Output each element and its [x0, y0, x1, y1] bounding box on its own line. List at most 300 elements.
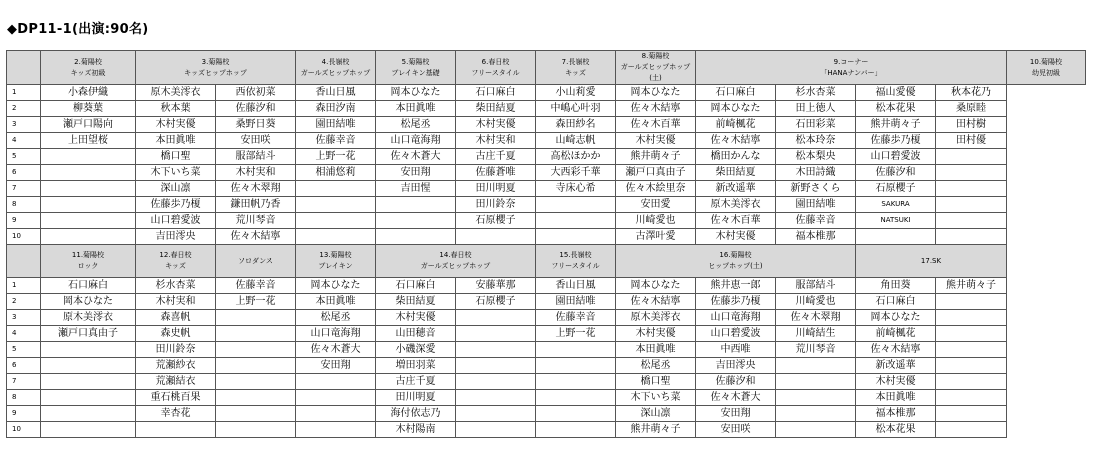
group-header: 14.春日校 ガールズヒップホップ [376, 245, 536, 278]
member-cell [936, 149, 1007, 165]
member-cell: 木下いち菜 [616, 390, 696, 406]
member-cell: 森田汐南 [296, 101, 376, 117]
block1-header-row [7, 51, 1086, 85]
table-row [7, 117, 1086, 133]
member-cell: 熊井萌々子 [616, 149, 696, 165]
member-cell [536, 213, 616, 229]
row-number: 4 [7, 326, 41, 342]
member-cell [936, 326, 1007, 342]
member-cell: 木村実優 [616, 326, 696, 342]
table-row [7, 342, 1086, 358]
member-cell: 石原櫻子 [856, 181, 936, 197]
member-cell: 安田翔 [296, 358, 376, 374]
member-cell: 岡本ひなた [616, 278, 696, 294]
member-cell: 吉田澪央 [696, 358, 776, 374]
member-cell: 中西唯 [696, 342, 776, 358]
member-cell: 佐藤幸音 [216, 278, 296, 294]
member-cell: 福本椎那 [856, 406, 936, 422]
member-cell: 佐藤汐和 [216, 101, 296, 117]
member-cell: 小森伊織 [41, 85, 136, 101]
member-cell: 安田咲 [696, 422, 776, 438]
member-cell: 川崎愛也 [776, 294, 856, 310]
member-cell: 木村実優 [616, 133, 696, 149]
member-cell: 佐々木結寧 [696, 133, 776, 149]
member-cell: 橋口聖 [616, 374, 696, 390]
row-number: 10 [7, 422, 41, 438]
member-cell [536, 422, 616, 438]
member-cell [136, 422, 216, 438]
member-cell: 佐藤汐和 [696, 374, 776, 390]
member-cell: 中嶋心叶羽 [536, 101, 616, 117]
member-cell [936, 165, 1007, 181]
member-cell: 田上徳人 [776, 101, 856, 117]
member-cell [776, 406, 856, 422]
member-cell: 高松ほかか [536, 149, 616, 165]
member-cell [936, 342, 1007, 358]
row-number: 7 [7, 374, 41, 390]
member-cell: 石原櫻子 [456, 294, 536, 310]
member-cell: 桑原睦 [936, 101, 1007, 117]
member-cell [456, 406, 536, 422]
member-cell: 瀬戸口真由子 [616, 165, 696, 181]
member-cell: 田川明夏 [456, 181, 536, 197]
table-row [7, 294, 1086, 310]
member-cell: 橋田かんな [696, 149, 776, 165]
member-cell [936, 197, 1007, 213]
row-number: 5 [7, 342, 41, 358]
member-cell: 杉水杏菜 [776, 85, 856, 101]
member-cell: 吉田澪央 [136, 229, 216, 245]
member-cell: 本田眞唯 [616, 342, 696, 358]
member-cell [41, 229, 136, 245]
member-cell: 荒瀬紗衣 [136, 358, 216, 374]
member-cell: 古庄千夏 [456, 149, 536, 165]
member-cell [41, 358, 136, 374]
row-number: 10 [7, 229, 41, 245]
member-cell: 福山愛優 [856, 85, 936, 101]
member-cell: 熊井萌々子 [936, 278, 1007, 294]
member-cell [776, 374, 856, 390]
member-cell: 木村実優 [696, 229, 776, 245]
member-cell [536, 197, 616, 213]
member-cell: 上野一花 [536, 326, 616, 342]
member-cell: 山口竜海翔 [376, 133, 456, 149]
member-cell: 佐々木結寧 [616, 101, 696, 117]
row-number: 6 [7, 358, 41, 374]
row-number: 6 [7, 165, 41, 181]
member-cell: 佐々木翠翔 [216, 181, 296, 197]
member-cell: 瀬戸口陽向 [41, 117, 136, 133]
member-cell: 古澤叶愛 [616, 229, 696, 245]
member-cell: 松尾丞 [376, 117, 456, 133]
group-header: 16.菊陽校 ヒップホップ(土) [616, 245, 856, 278]
row-number: 3 [7, 310, 41, 326]
member-cell [296, 406, 376, 422]
row-number: 9 [7, 406, 41, 422]
member-cell: 松本玲奈 [776, 133, 856, 149]
member-cell: 相浦悠莉 [296, 165, 376, 181]
row-number: 5 [7, 149, 41, 165]
member-cell: 園田結唯 [296, 117, 376, 133]
member-cell: 寺床心希 [536, 181, 616, 197]
member-cell: 田川鈴奈 [456, 197, 536, 213]
member-cell: 石口麻白 [856, 294, 936, 310]
member-cell [296, 213, 376, 229]
member-cell: 岡本ひなた [856, 310, 936, 326]
member-cell: 柴田結夏 [696, 165, 776, 181]
member-cell: 柳葵葉 [41, 101, 136, 117]
member-cell [296, 390, 376, 406]
table-row [7, 310, 1086, 326]
member-cell: 原木美澪衣 [696, 197, 776, 213]
member-cell: 鎌田帆乃香 [216, 197, 296, 213]
member-cell [456, 310, 536, 326]
member-cell: 松本花果 [856, 422, 936, 438]
member-cell: 木村実優 [856, 374, 936, 390]
member-cell [376, 213, 456, 229]
member-cell: 佐藤幸音 [536, 310, 616, 326]
member-cell [536, 358, 616, 374]
member-cell: 新改遥華 [696, 181, 776, 197]
member-cell: 田村優 [936, 133, 1007, 149]
member-cell: 前崎楓花 [696, 117, 776, 133]
row-number: 8 [7, 390, 41, 406]
table-row [7, 213, 1086, 229]
member-cell: NATSUKI [856, 213, 936, 229]
member-cell: 荒川琴音 [776, 342, 856, 358]
member-cell: 佐々木蒼大 [696, 390, 776, 406]
member-cell: 佐々木結寧 [216, 229, 296, 245]
member-cell [856, 229, 936, 245]
member-cell: 柴田結夏 [376, 294, 456, 310]
table-row [7, 406, 1086, 422]
member-cell [936, 310, 1007, 326]
member-cell: 大西彩千華 [536, 165, 616, 181]
member-cell: 田村樹 [936, 117, 1007, 133]
member-cell: 本田眞唯 [136, 133, 216, 149]
header-corner-cell [7, 51, 41, 85]
member-cell: 安田愛 [616, 197, 696, 213]
member-cell: 荒川琴音 [216, 213, 296, 229]
table-row [7, 358, 1086, 374]
group-header: 5.菊陽校 ブレイキン基礎 [376, 51, 456, 85]
member-cell: 安田翔 [696, 406, 776, 422]
member-cell: SAKURA [856, 197, 936, 213]
member-cell: 柴田結夏 [456, 101, 536, 117]
row-number: 1 [7, 278, 41, 294]
member-cell [776, 390, 856, 406]
member-cell [376, 197, 456, 213]
member-cell: 服部結斗 [776, 278, 856, 294]
member-cell: 岡本ひなた [696, 101, 776, 117]
member-cell [216, 422, 296, 438]
member-cell: 岡本ひなた [376, 85, 456, 101]
member-cell: 佐藤幸音 [296, 133, 376, 149]
member-cell [456, 229, 536, 245]
member-cell [776, 358, 856, 374]
member-cell [41, 181, 136, 197]
member-cell: 木村実優 [136, 117, 216, 133]
member-cell: 田川鈴奈 [136, 342, 216, 358]
member-cell [936, 213, 1007, 229]
member-cell [41, 422, 136, 438]
member-cell [936, 229, 1007, 245]
group-header: 3.菊陽校 キッズヒップホップ [136, 51, 296, 85]
row-number: 9 [7, 213, 41, 229]
member-cell: 香山日風 [536, 278, 616, 294]
group-header: 2.菊陽校 キッズ初級 [41, 51, 136, 85]
member-cell: 本田眞唯 [376, 101, 456, 117]
member-cell: 本田眞唯 [296, 294, 376, 310]
member-cell: 佐藤歩乃榎 [856, 133, 936, 149]
member-cell: 松本梨央 [776, 149, 856, 165]
row-number: 4 [7, 133, 41, 149]
member-cell [216, 326, 296, 342]
table-row [7, 181, 1086, 197]
member-cell [936, 406, 1007, 422]
member-cell: 荒瀬結衣 [136, 374, 216, 390]
member-cell [216, 342, 296, 358]
member-cell [776, 422, 856, 438]
table-row [7, 422, 1086, 438]
member-cell: 佐々木結寧 [616, 294, 696, 310]
member-cell: 木村実優 [456, 117, 536, 133]
member-cell: 幸杏花 [136, 406, 216, 422]
member-cell: 安田翔 [376, 165, 456, 181]
member-cell: 熊井萌々子 [856, 117, 936, 133]
member-cell: 桑野日葵 [216, 117, 296, 133]
member-cell: 川崎結生 [776, 326, 856, 342]
member-cell: 森田紗名 [536, 117, 616, 133]
member-cell: 松尾丞 [296, 310, 376, 326]
member-cell: 秋本花乃 [936, 85, 1007, 101]
row-number: 8 [7, 197, 41, 213]
table-row [7, 85, 1086, 101]
member-cell [456, 358, 536, 374]
member-cell: 石口麻白 [456, 85, 536, 101]
member-cell: 深山凛 [616, 406, 696, 422]
member-cell: 佐藤蒼唯 [456, 165, 536, 181]
member-cell: 増田羽菜 [376, 358, 456, 374]
group-header: 8.菊陽校 ガールズヒップホップ (土) [616, 51, 696, 85]
member-cell [536, 374, 616, 390]
member-cell: 木村実和 [136, 294, 216, 310]
member-cell: 重石桃百果 [136, 390, 216, 406]
member-cell: 上野一花 [296, 149, 376, 165]
member-cell [936, 390, 1007, 406]
table-row [7, 278, 1086, 294]
member-cell: 秋本葉 [136, 101, 216, 117]
member-cell [936, 374, 1007, 390]
member-cell: 安藤華那 [456, 278, 536, 294]
member-cell: 木下いち菜 [136, 165, 216, 181]
member-cell: 上田望桜 [41, 133, 136, 149]
member-cell: 岡本ひなた [616, 85, 696, 101]
row-number: 2 [7, 294, 41, 310]
member-cell [296, 181, 376, 197]
member-cell: 深山凛 [136, 181, 216, 197]
group-header: 12.春日校 キッズ [136, 245, 216, 278]
member-cell: 松尾丞 [616, 358, 696, 374]
row-number: 7 [7, 181, 41, 197]
member-cell [456, 422, 536, 438]
member-cell [41, 390, 136, 406]
group-header: ソロダンス [216, 245, 296, 278]
group-header: 17.SK [856, 245, 1007, 278]
member-cell: 小磯深愛 [376, 342, 456, 358]
member-cell [41, 374, 136, 390]
header-corner-cell [7, 245, 41, 278]
member-cell: 服部結斗 [216, 149, 296, 165]
member-cell: 山崎志帆 [536, 133, 616, 149]
member-cell [41, 213, 136, 229]
member-cell: 山口碧愛波 [856, 149, 936, 165]
member-cell [936, 181, 1007, 197]
member-cell: 吉田惺 [376, 181, 456, 197]
member-cell: 石口麻白 [41, 278, 136, 294]
member-cell: 松本花果 [856, 101, 936, 117]
member-cell: 福本椎那 [776, 229, 856, 245]
group-header: 15.長嶺校 フリースタイル [536, 245, 616, 278]
member-cell: 森史帆 [136, 326, 216, 342]
member-cell: 木田詩織 [776, 165, 856, 181]
member-cell [536, 390, 616, 406]
member-cell [41, 165, 136, 181]
member-cell: 石口麻白 [696, 85, 776, 101]
member-cell [41, 149, 136, 165]
member-cell: 園田結唯 [536, 294, 616, 310]
member-cell: 海付依志乃 [376, 406, 456, 422]
member-cell: 本田眞唯 [856, 390, 936, 406]
member-cell [936, 422, 1007, 438]
member-cell: 角田葵 [856, 278, 936, 294]
member-cell [216, 406, 296, 422]
page-title: ◆DP11-1(出演:90名) [7, 22, 149, 37]
member-cell: 佐藤歩乃榎 [696, 294, 776, 310]
member-cell: 原木美澪衣 [136, 85, 216, 101]
table-row [7, 133, 1086, 149]
member-cell [536, 406, 616, 422]
member-cell [296, 374, 376, 390]
row-number: 2 [7, 101, 41, 117]
member-cell: 石田彩菜 [776, 117, 856, 133]
member-cell [296, 229, 376, 245]
member-cell [376, 229, 456, 245]
table-row [7, 390, 1086, 406]
member-cell: 園田結唯 [776, 197, 856, 213]
member-cell: 新改遥華 [856, 358, 936, 374]
row-number: 3 [7, 117, 41, 133]
member-cell: 佐々木結寧 [856, 342, 936, 358]
member-cell: 橋口聖 [136, 149, 216, 165]
member-cell [536, 342, 616, 358]
group-header: 10.菊陽校 幼児初級 [1007, 51, 1086, 85]
member-cell [536, 229, 616, 245]
member-cell: 西依初菜 [216, 85, 296, 101]
member-cell: 石口麻白 [376, 278, 456, 294]
member-cell [216, 374, 296, 390]
block2-header-row [7, 245, 1086, 278]
group-header: 9.コーナー 「HANAナンバー」 [696, 51, 1007, 85]
member-cell [41, 342, 136, 358]
member-cell: 香山日風 [296, 85, 376, 101]
row-number: 1 [7, 85, 41, 101]
member-cell: 瀬戸口真由子 [41, 326, 136, 342]
table-row [7, 165, 1086, 181]
member-cell: 古庄千夏 [376, 374, 456, 390]
member-cell: 木村実和 [456, 133, 536, 149]
member-cell [456, 374, 536, 390]
member-cell: 佐々木蒼大 [296, 342, 376, 358]
member-cell: 山口碧愛波 [136, 213, 216, 229]
member-cell: 原木美澪衣 [616, 310, 696, 326]
table-row [7, 229, 1086, 245]
member-cell: 佐藤汐和 [856, 165, 936, 181]
group-header: 6.春日校 フリースタイル [456, 51, 536, 85]
member-cell: 佐々木百華 [616, 117, 696, 133]
table-row [7, 374, 1086, 390]
member-cell: 岡本ひなた [296, 278, 376, 294]
member-cell [296, 197, 376, 213]
member-cell: 原木美澪衣 [41, 310, 136, 326]
member-cell: 山口竜海翔 [296, 326, 376, 342]
member-cell [216, 390, 296, 406]
member-cell [936, 294, 1007, 310]
table-row [7, 149, 1086, 165]
table-row [7, 101, 1086, 117]
member-cell: 山口碧愛波 [696, 326, 776, 342]
member-cell: 森喜帆 [136, 310, 216, 326]
member-cell [41, 197, 136, 213]
member-cell: 上野一花 [216, 294, 296, 310]
member-cell [456, 390, 536, 406]
member-cell: 佐々木翠翔 [776, 310, 856, 326]
member-cell: 田川明夏 [376, 390, 456, 406]
member-cell [296, 422, 376, 438]
member-cell [456, 326, 536, 342]
member-cell: 石原櫻子 [456, 213, 536, 229]
group-header: 13.菊陽校 ブレイキン [296, 245, 376, 278]
member-cell: 佐々木絵里奈 [616, 181, 696, 197]
member-cell: 杉水杏菜 [136, 278, 216, 294]
member-cell [216, 310, 296, 326]
member-cell: 山田穂音 [376, 326, 456, 342]
member-cell: 木村陽南 [376, 422, 456, 438]
table-row [7, 326, 1086, 342]
member-cell: 木村実優 [376, 310, 456, 326]
group-header: 11.菊陽校 ロック [41, 245, 136, 278]
group-header: 4.長嶺校 ガールズヒップホップ [296, 51, 376, 85]
member-cell: 新野さくら [776, 181, 856, 197]
member-cell: 木村実和 [216, 165, 296, 181]
group-header: 7.長嶺校 キッズ [536, 51, 616, 85]
member-cell: 佐藤幸音 [776, 213, 856, 229]
member-cell: 安田咲 [216, 133, 296, 149]
table-row [7, 197, 1086, 213]
member-cell [936, 358, 1007, 374]
member-cell: 佐藤歩乃榎 [136, 197, 216, 213]
member-cell: 熊井恵一郎 [696, 278, 776, 294]
member-cell: 前崎楓花 [856, 326, 936, 342]
member-cell: 川崎愛也 [616, 213, 696, 229]
member-cell: 山口竜海翔 [696, 310, 776, 326]
member-cell [456, 342, 536, 358]
member-cell [216, 358, 296, 374]
member-cell: 佐々木蒼大 [376, 149, 456, 165]
member-cell [41, 406, 136, 422]
member-cell: 小山莉愛 [536, 85, 616, 101]
member-cell: 佐々木百華 [696, 213, 776, 229]
